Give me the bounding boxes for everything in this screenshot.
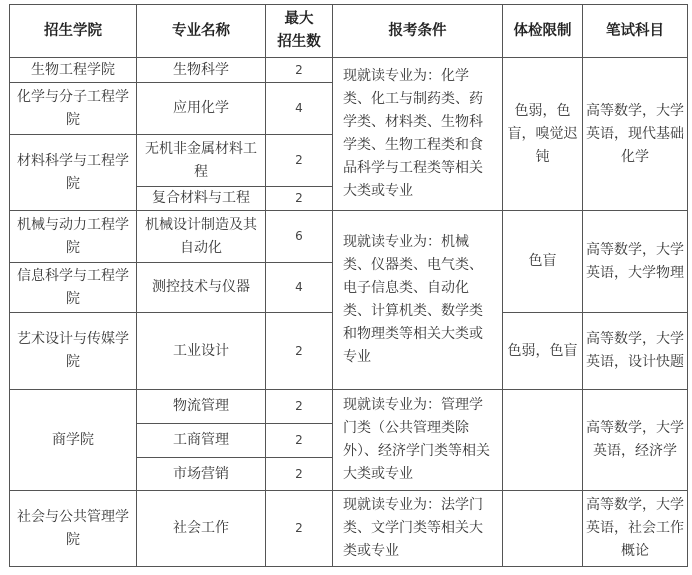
table-row [10,390,688,424]
exam-cell: 高等数学，大学英语，现代基础化学 [583,58,688,211]
major-cell: 应用化学 [137,83,266,135]
exam-cell: 高等数学，大学英语，大学物理 [583,211,688,313]
major-cell: 物流管理 [137,390,266,424]
physical-cell [503,390,583,491]
major-cell: 工商管理 [137,424,266,458]
header-major: 专业名称 [137,5,266,58]
quota-cell: 2 [266,424,333,458]
conditions-cell: 现就读专业为：机械类、仪器类、电气类、电子信息类、自动化类、计算机类、数学类和物理类等相关大类或专业 [333,211,503,390]
major-cell: 社会工作 [137,491,266,567]
school-cell: 材料科学与工程学院 [10,135,137,211]
table-row [10,211,688,263]
physical-cell: 色盲 [503,211,583,313]
quota-cell: 2 [266,458,333,491]
school-cell: 社会与公共管理学院 [10,491,137,567]
quota-cell: 4 [266,83,333,135]
physical-cell: 色弱，色盲 [503,313,583,390]
header-exam: 笔试科目 [583,5,688,58]
header-quota-line1: 最大 [284,11,314,27]
quota-cell: 2 [266,58,333,83]
table-row [10,491,688,567]
quota-cell: 2 [266,390,333,424]
school-cell: 化学与分子工程学院 [10,83,137,135]
quota-cell: 6 [266,211,333,263]
school-cell: 商学院 [10,390,137,491]
quota-cell: 2 [266,187,333,211]
table-row [10,58,688,83]
header-quota-line2: 招生数 [277,34,321,50]
quota-cell: 2 [266,313,333,390]
conditions-cell: 现就读专业为：管理学门类（公共管理类除外）、经济学门类等相关大类或专业 [333,390,503,491]
quota-cell: 2 [266,491,333,567]
exam-cell: 高等数学，大学英语，社会工作概论 [583,491,688,567]
physical-cell [503,491,583,567]
quota-cell: 4 [266,263,333,313]
exam-cell: 高等数学，大学英语，经济学 [583,390,688,491]
header-physical: 体检限制 [503,5,583,58]
major-cell: 生物科学 [137,58,266,83]
header-quota [266,5,333,58]
school-cell: 艺术设计与传媒学院 [10,313,137,390]
major-cell: 市场营销 [137,458,266,491]
major-cell: 测控技术与仪器 [137,263,266,313]
school-cell: 信息科学与工程学院 [10,263,137,313]
header-school: 招生学院 [10,5,137,58]
exam-cell: 高等数学，大学英语，设计快题 [583,313,688,390]
quota-cell: 2 [266,135,333,187]
conditions-cell: 现就读专业为：化学类、化工与制药类、药学类、材料类、生物科学类、生物工程类和食品科学与工程类等相关大类或专业 [333,58,503,211]
major-cell: 无机非金属材料工程 [137,135,266,187]
admission-table [9,4,688,567]
school-cell: 机械与动力工程学院 [10,211,137,263]
school-cell: 生物工程学院 [10,58,137,83]
major-cell: 机械设计制造及其自动化 [137,211,266,263]
physical-cell: 色弱，色盲，嗅觉迟钝 [503,58,583,211]
major-cell: 工业设计 [137,313,266,390]
conditions-cell: 现就读专业为：法学门类、文学门类等相关大类或专业 [333,491,503,567]
header-conditions: 报考条件 [333,5,503,58]
major-cell: 复合材料与工程 [137,187,266,211]
header-row [10,5,688,58]
